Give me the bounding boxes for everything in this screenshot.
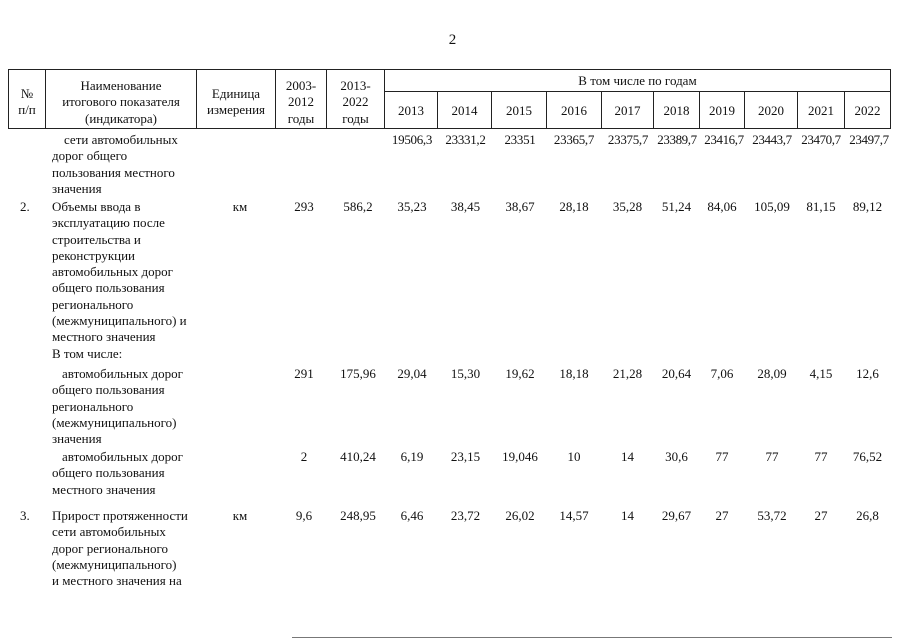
period-2-cell: 410,24 bbox=[340, 449, 376, 464]
header-col-period-1: 2003- 2012 годы bbox=[285, 78, 317, 126]
period-2-cell: 248,95 bbox=[340, 508, 376, 523]
value-cell: 38,45 bbox=[450, 199, 481, 214]
year-header: 2019 bbox=[709, 103, 735, 118]
value-cell: 23365,7 bbox=[553, 132, 595, 147]
row-number: 2. bbox=[20, 199, 30, 214]
row-indicator-name: автомобильных дорог общего пользования регионального (межмуниципального) значения bbox=[52, 366, 183, 447]
value-cell: 35,28 bbox=[612, 199, 643, 214]
period-1-cell: 293 bbox=[294, 199, 314, 214]
value-cell: 89,12 bbox=[852, 199, 883, 214]
value-cell: 23416,7 bbox=[704, 132, 744, 147]
year-header: 2015 bbox=[506, 103, 532, 118]
value-cell: 84,06 bbox=[707, 199, 737, 214]
value-cell: 29,04 bbox=[397, 366, 427, 381]
value-cell: 19506,3 bbox=[391, 132, 433, 147]
value-cell: 27 bbox=[814, 508, 828, 523]
value-cell: 27 bbox=[715, 508, 729, 523]
header-col-unit: Единица измерения bbox=[206, 86, 266, 118]
value-cell: 76,52 bbox=[852, 449, 883, 464]
row-indicator-name: Прирост протяженности сети автомобильных дорог регионального (межмуниципального) и местного значения на bbox=[52, 508, 188, 589]
year-header: 2018 bbox=[663, 103, 690, 118]
value-cell: 29,67 bbox=[661, 508, 692, 523]
period-1-cell: 291 bbox=[294, 366, 314, 381]
row-indicator-name: автомобильных дорог общего пользования местного значения bbox=[52, 449, 183, 497]
header-col-period-2: 2013- 2022 годы bbox=[340, 78, 371, 126]
value-cell: 77 bbox=[715, 449, 729, 464]
value-cell: 30,6 bbox=[665, 449, 688, 464]
value-cell: 23,15 bbox=[450, 449, 481, 464]
value-cell: 23443,7 bbox=[752, 132, 792, 147]
year-header: 2021 bbox=[808, 103, 834, 118]
row-indicator-name: сети автомобильных дорог общего пользования местного значения bbox=[52, 132, 178, 196]
value-cell: 38,67 bbox=[505, 199, 535, 214]
value-cell: 26,8 bbox=[856, 508, 879, 523]
value-cell: 77 bbox=[765, 449, 779, 464]
year-header: 2014 bbox=[451, 103, 478, 118]
value-cell: 28,09 bbox=[757, 366, 787, 381]
value-cell: 77 bbox=[814, 449, 828, 464]
unit-cell: км bbox=[232, 508, 248, 523]
value-cell: 12,6 bbox=[856, 366, 879, 381]
unit-cell: км bbox=[232, 199, 248, 214]
value-cell: 7,06 bbox=[710, 366, 734, 381]
row-number: 3. bbox=[20, 508, 30, 523]
value-cell: 14,57 bbox=[559, 508, 589, 523]
value-cell: 19,62 bbox=[505, 366, 535, 381]
value-cell: 35,23 bbox=[397, 199, 427, 214]
header-col-name: Наименование итогового показателя (индикатора) bbox=[62, 78, 180, 126]
value-cell: 14 bbox=[621, 508, 634, 523]
page-number: 2 bbox=[448, 32, 457, 48]
year-header: 2017 bbox=[614, 103, 641, 118]
value-cell: 14 bbox=[621, 449, 634, 464]
period-1-cell: 9,6 bbox=[295, 508, 313, 523]
value-cell: 51,24 bbox=[661, 199, 692, 214]
value-cell: 105,09 bbox=[754, 199, 790, 214]
period-1-cell: 2 bbox=[300, 449, 308, 464]
year-header: 2022 bbox=[854, 103, 881, 118]
value-cell: 23497,7 bbox=[849, 132, 889, 147]
page-bottom-edge-line bbox=[292, 637, 892, 638]
value-cell: 15,30 bbox=[450, 366, 481, 381]
value-cell: 6,19 bbox=[400, 449, 424, 464]
value-cell: 28,18 bbox=[559, 199, 589, 214]
value-cell: 23331,2 bbox=[445, 132, 486, 147]
value-cell: 20,64 bbox=[661, 366, 692, 381]
value-cell: 4,15 bbox=[809, 366, 833, 381]
year-header: 2016 bbox=[561, 103, 587, 118]
row-indicator-name: Объемы ввода в эксплуатацию после строительства и реконструкции автомобильных дорог общего пользования регионального (межмуниципального) и местного значения В том числе: bbox=[52, 199, 187, 361]
value-cell: 81,15 bbox=[806, 199, 836, 214]
header-years-group: В том числе по годам bbox=[578, 73, 697, 88]
value-cell: 26,02 bbox=[505, 508, 535, 523]
value-cell: 21,28 bbox=[612, 366, 643, 381]
value-cell: 19,046 bbox=[502, 449, 538, 464]
value-cell: 23375,7 bbox=[607, 132, 649, 147]
value-cell: 6,46 bbox=[400, 508, 424, 523]
value-cell: 53,72 bbox=[757, 508, 787, 523]
value-cell: 23,72 bbox=[450, 508, 481, 523]
value-cell: 10 bbox=[567, 449, 581, 464]
value-cell: 18,18 bbox=[559, 366, 589, 381]
value-cell: 23389,7 bbox=[657, 132, 697, 147]
value-cell: 23470,7 bbox=[801, 132, 841, 147]
year-header: 2020 bbox=[758, 103, 784, 118]
year-header: 2013 bbox=[398, 103, 424, 118]
period-2-cell: 586,2 bbox=[343, 199, 373, 214]
header-col-no: № п/п bbox=[18, 86, 36, 118]
value-cell: 23351 bbox=[504, 132, 536, 147]
period-2-cell: 175,96 bbox=[340, 366, 376, 381]
